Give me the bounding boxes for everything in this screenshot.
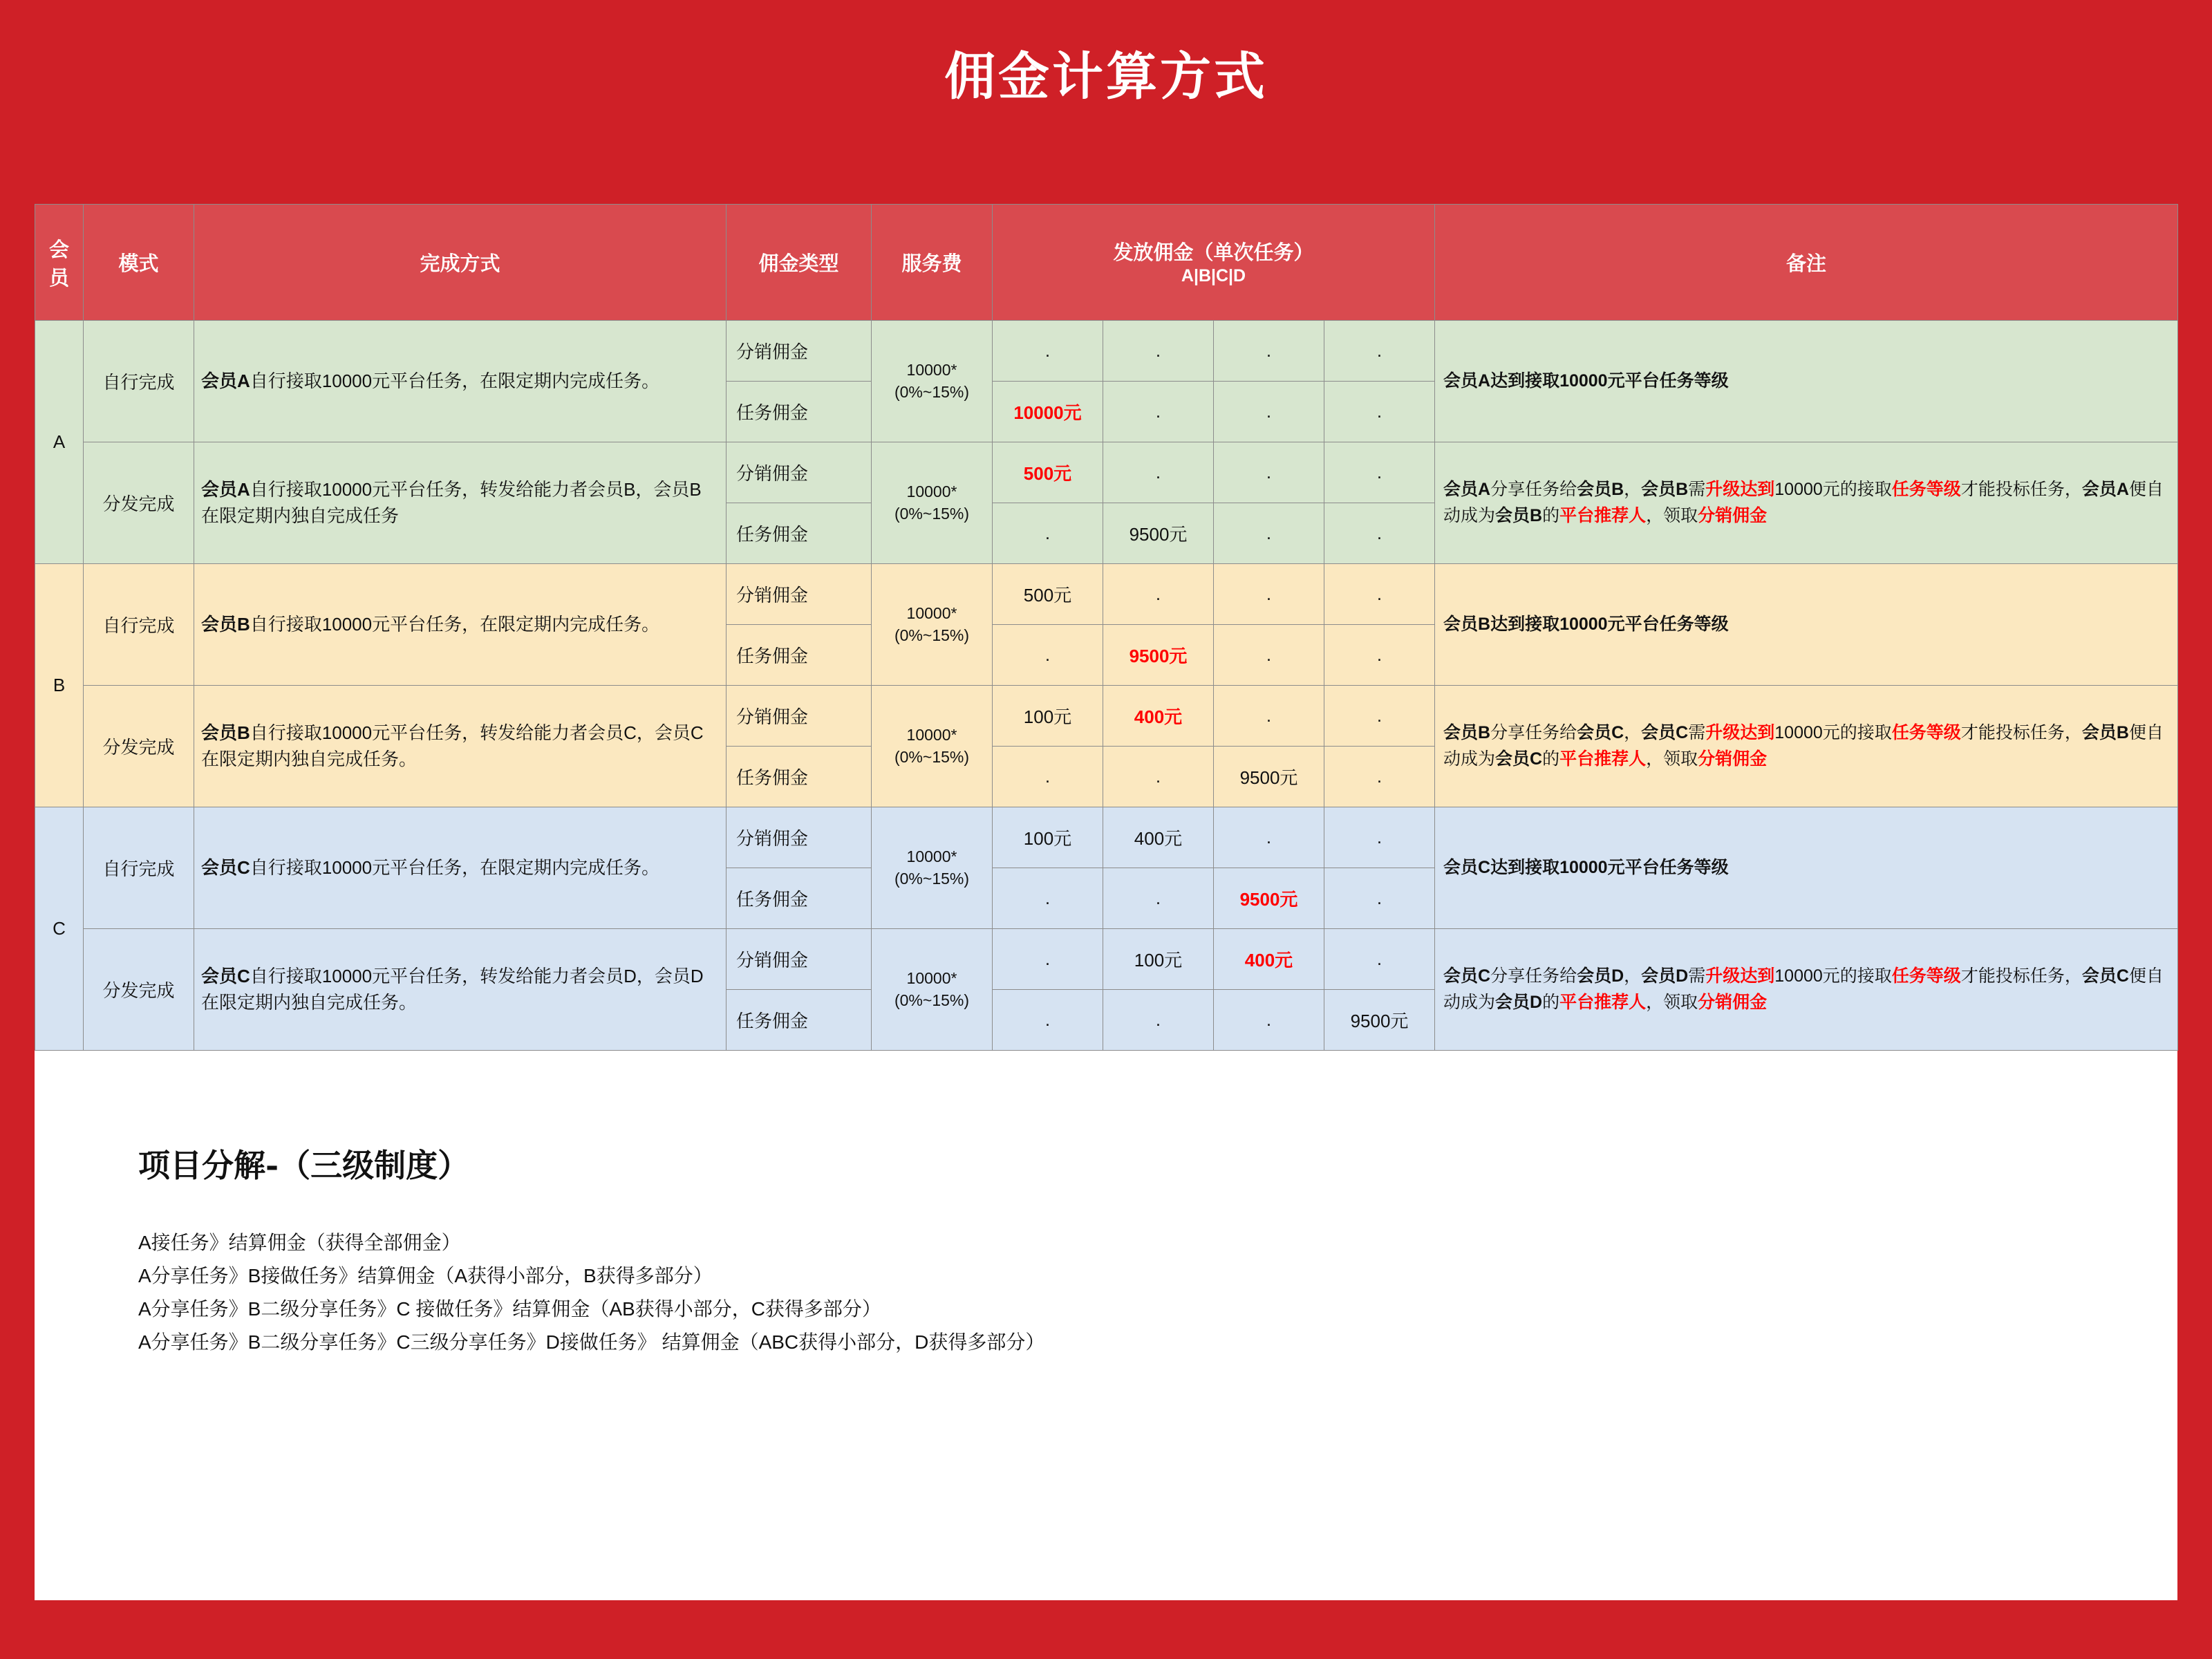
note-seg-highlight: 升级达到 [1705,480,1775,499]
cell-payout-b: 9500元 [1103,625,1214,686]
note-seg: 10000元的接取 [1774,723,1892,742]
method-prefix: 会员B [201,722,250,743]
cell-payout-c: . [1214,686,1324,747]
cell-mode-c-self: 自行完成 [84,807,194,929]
cell-ctype-task: 任务佣金 [727,990,872,1051]
note-seg: 才能投标任务， [1960,966,2082,986]
footer-line-3: A分享任务》B二级分享任务》C 接做任务》结算佣金（AB获得小部分，C获得多部分） [138,1298,881,1320]
cell-payout-a: 10000元 [993,382,1103,442]
note-seg: 会员C [1443,966,1491,986]
note-seg-highlight: 任务等级 [1891,480,1961,499]
method-rest: 自行接取10000元平台任务，转发给能力者会员B，会员B在限定期内独自完成任务 [201,478,702,526]
cell-payout-d: . [1324,807,1435,868]
note-seg-highlight: 分销佣金 [1698,992,1768,1012]
header-note: 备注 [1435,205,2178,321]
cell-payout-b: . [1103,321,1214,382]
note-seg: 会员D [1495,992,1543,1012]
fee-pct: (0%~15%) [894,626,970,644]
cell-ctype-task: 任务佣金 [727,868,872,929]
cell-payout-a: 100元 [993,807,1103,868]
cell-payout-b: . [1103,747,1214,807]
cell-method-a-self [194,321,727,442]
cell-ctype-task: 任务佣金 [727,747,872,807]
fee-base: 10000* [906,969,957,988]
note-seg: 才能投标任务， [1960,480,2082,499]
method-prefix: 会员A [201,478,250,500]
fee-pct: (0%~15%) [894,869,970,888]
method-prefix: 会员C [201,856,250,878]
fee-base: 10000* [906,604,957,623]
note-seg: 需 [1688,966,1706,986]
cell-method-b-share [194,686,727,807]
fee-pct: (0%~15%) [894,382,970,401]
cell-payout-d: . [1324,321,1435,382]
cell-payout-c: . [1214,321,1324,382]
note-seg-highlight: 分销佣金 [1698,505,1768,525]
note-seg-highlight: 平台推荐人 [1559,505,1647,525]
method-prefix: 会员C [201,965,250,986]
fee-pct: (0%~15%) [894,747,970,766]
cell-payout-a: . [993,625,1103,686]
cell-payout-d: . [1324,625,1435,686]
note-seg: 会员C [1577,723,1624,742]
cell-payout-b: . [1103,442,1214,503]
cell-method-c-share [194,929,727,1051]
cell-fee-a-share [872,442,993,564]
header-mode: 模式 [84,205,194,321]
cell-payout-a: . [993,503,1103,564]
cell-payout-b: . [1103,564,1214,625]
fee-base: 10000* [906,847,957,866]
cell-payout-a: 500元 [993,442,1103,503]
footer-section [35,1141,2177,1360]
cell-payout-a: 500元 [993,564,1103,625]
page-title: 佣金计算方式 [944,47,1268,106]
cell-ctype-distribution: 分销佣金 [727,929,872,990]
fee-base: 10000* [906,361,957,379]
note-seg: 需 [1688,723,1706,742]
cell-ctype-task: 任务佣金 [727,503,872,564]
cell-mode-b-self: 自行完成 [84,564,194,686]
note-seg: 会员A [2081,480,2129,499]
cell-member-b: B [35,564,84,807]
cell-mode-c-share: 分发完成 [84,929,194,1051]
fee-base: 10000* [906,482,957,501]
cell-mode-b-share: 分发完成 [84,686,194,807]
header-method: 完成方式 [194,205,727,321]
table-row [35,686,2178,747]
cell-mode-a-share: 分发完成 [84,442,194,564]
method-rest: 自行接取10000元平台任务，在限定期内完成任务。 [250,370,660,391]
cell-payout-c: . [1214,442,1324,503]
cell-payout-b: . [1103,382,1214,442]
fee-pct: (0%~15%) [894,991,970,1009]
cell-ctype-distribution: 分销佣金 [727,564,872,625]
cell-payout-b: . [1103,990,1214,1051]
table-row [35,564,2178,625]
note-seg: 会员A [1443,480,1491,499]
note-seg-highlight: 升级达到 [1705,723,1775,742]
cell-payout-d: . [1324,868,1435,929]
cell-payout-c: 9500元 [1214,747,1324,807]
cell-payout-d: . [1324,747,1435,807]
cell-fee-b-share [872,686,993,807]
note-seg: 分享任务给 [1490,480,1577,499]
cell-ctype-task: 任务佣金 [727,625,872,686]
note-seg: 10000元的接取 [1774,480,1892,499]
cell-payout-d: 9500元 [1324,990,1435,1051]
cell-payout-c: . [1214,382,1324,442]
note-seg: 分享任务给 [1490,723,1577,742]
note-seg: 会员C [2081,966,2129,986]
note-seg: 会员B [1443,723,1491,742]
cell-payout-c: . [1214,625,1324,686]
cell-payout-d: . [1324,503,1435,564]
method-rest: 自行接取10000元平台任务，在限定期内完成任务。 [250,856,660,878]
note-seg-highlight: 分销佣金 [1698,749,1768,769]
cell-payout-d: . [1324,382,1435,442]
note-seg: 的 [1542,505,1560,525]
table-row [35,442,2178,503]
note-seg-highlight: 任务等级 [1891,723,1961,742]
cell-payout-c: . [1214,990,1324,1051]
note-seg: 便自动成为 [1443,966,2164,1012]
cell-ctype-distribution: 分销佣金 [727,686,872,747]
commission-table [35,204,2178,1051]
note-seg: 会员B [1495,505,1543,525]
note-seg: ，领取 [1646,749,1698,769]
fee-base: 10000* [906,726,957,744]
cell-payout-d: . [1324,929,1435,990]
cell-ctype-distribution: 分销佣金 [727,442,872,503]
cell-fee-c-share [872,929,993,1051]
cell-note-c-share [1435,929,2178,1051]
cell-payout-b: 400元 [1103,686,1214,747]
table-header-row [35,205,2178,321]
cell-method-b-self [194,564,727,686]
header-payout [993,205,1435,321]
note-seg: ， [1624,480,1642,499]
method-prefix: 会员B [201,613,250,635]
cell-payout-d: . [1324,686,1435,747]
cell-payout-b: 400元 [1103,807,1214,868]
note-seg: ， [1624,723,1642,742]
cell-payout-a: . [993,868,1103,929]
cell-fee-c-self [872,807,993,929]
header-commission-type: 佣金类型 [727,205,872,321]
note-seg: ，领取 [1646,505,1698,525]
note-seg: 会员B [1577,480,1624,499]
note-seg: 的 [1542,749,1560,769]
method-rest: 自行接取10000元平台任务，转发给能力者会员C，会员C在限定期内独自完成任务。 [201,722,704,769]
note-seg: 10000元的接取 [1774,966,1892,986]
table-row [35,321,2178,382]
cell-note-a-self [1435,321,2178,442]
cell-payout-a: 100元 [993,686,1103,747]
cell-note-a-share [1435,442,2178,564]
cell-payout-b: 100元 [1103,929,1214,990]
cell-payout-b: . [1103,868,1214,929]
note-seg: 会员D [1641,966,1689,986]
header-service-fee: 服务费 [872,205,993,321]
commission-table-sheet [35,204,2177,1600]
cell-method-c-self [194,807,727,929]
note-seg: 便自动成为 [1443,723,2164,769]
cell-payout-c: 9500元 [1214,868,1324,929]
note-seg: 才能投标任务， [1960,723,2082,742]
cell-payout-a: . [993,929,1103,990]
note-seg-highlight: 平台推荐人 [1559,749,1647,769]
table-row [35,807,2178,868]
footer-line-1: A接任务》结算佣金（获得全部佣金） [138,1232,461,1253]
footer-title: 项目分解-（三级制度） [138,1147,470,1184]
header-member: 会员 [35,205,84,321]
note-seg: 的 [1542,992,1560,1012]
header-payout-sub: A|B|C|D [1181,266,1246,286]
method-rest: 自行接取10000元平台任务，在限定期内完成任务。 [250,613,660,635]
table-row [35,929,2178,990]
cell-payout-c: . [1214,503,1324,564]
cell-fee-a-self [872,321,993,442]
note-seg: 会员C [1641,723,1689,742]
note-seg: 会员B [2081,723,2129,742]
footer-line-2: A分享任务》B接做任务》结算佣金（A获得小部分，B获得多部分） [138,1265,713,1287]
header-payout-label: 发放佣金（单次任务） [1113,242,1314,265]
note-seg: ，领取 [1646,992,1698,1012]
cell-note-b-share [1435,686,2178,807]
cell-member-a: A [35,321,84,564]
cell-ctype-distribution: 分销佣金 [727,807,872,868]
cell-ctype-distribution: 分销佣金 [727,321,872,382]
note-text: 会员C达到接取10000元平台任务等级 [1443,857,1729,877]
cell-payout-c: 400元 [1214,929,1324,990]
note-seg: 会员C [1495,749,1543,769]
note-seg-highlight: 平台推荐人 [1559,992,1647,1012]
cell-payout-c: . [1214,807,1324,868]
note-text: 会员A达到接取10000元平台任务等级 [1443,371,1729,391]
note-seg-highlight: 任务等级 [1891,966,1961,986]
cell-note-b-self [1435,564,2178,686]
cell-ctype-task: 任务佣金 [727,382,872,442]
note-text: 会员B达到接取10000元平台任务等级 [1443,614,1729,634]
note-seg: 会员B [1641,480,1689,499]
cell-member-c: C [35,807,84,1051]
footer-lines [138,1226,2129,1360]
note-seg: 分享任务给 [1490,966,1577,986]
cell-payout-a: . [993,990,1103,1051]
note-seg: 需 [1688,480,1706,499]
cell-payout-d: . [1324,564,1435,625]
note-seg: 会员D [1577,966,1624,986]
cell-method-a-share [194,442,727,564]
note-seg: 便自动成为 [1443,480,2164,525]
cell-payout-a: . [993,747,1103,807]
cell-payout-d: . [1324,442,1435,503]
cell-payout-c: . [1214,564,1324,625]
cell-mode-a-self: 自行完成 [84,321,194,442]
footer-line-4: A分享任务》B二级分享任务》C三级分享任务》D接做任务》 结算佣金（ABC获得小部分，D获得多部分） [138,1331,1045,1353]
note-seg: ， [1624,966,1642,986]
cell-note-c-self [1435,807,2178,929]
cell-payout-b: 9500元 [1103,503,1214,564]
method-rest: 自行接取10000元平台任务，转发给能力者会员D，会员D在限定期内独自完成任务。 [201,965,704,1013]
method-prefix: 会员A [201,370,250,391]
cell-fee-b-self [872,564,993,686]
cell-payout-a: . [993,321,1103,382]
fee-pct: (0%~15%) [894,504,970,523]
note-seg-highlight: 升级达到 [1705,966,1775,986]
